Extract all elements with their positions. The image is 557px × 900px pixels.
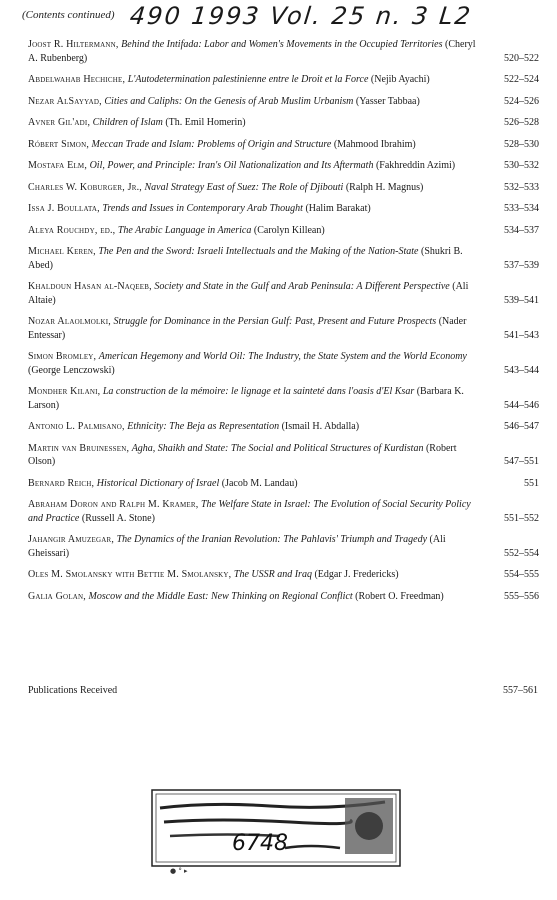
- entry-pages: 555–556: [504, 590, 539, 602]
- entry-pages: 520–522: [504, 52, 539, 64]
- entry-author: Abraham Doron and Ralph M. Kramer,: [28, 499, 199, 510]
- entry-reviewer: (Ismail H. Abdalla): [281, 421, 360, 432]
- contents-entry: [28, 73, 543, 87]
- entry-title: Struggle for Dominance in the Persian Gulf: Past, Present and Future Prospects: [113, 316, 437, 327]
- entry-pages: 546–547: [504, 421, 539, 432]
- entry-pages: 534–537: [504, 224, 539, 236]
- entry-reviewer: (Edgar J. Fredericks): [314, 569, 399, 580]
- entry-pages: 552–554: [504, 547, 539, 559]
- entry-title: The Pen and the Sword: Israeli Intellectuals and the Making of the Nation-State: [98, 246, 419, 257]
- publications-received-label: Publications Received: [28, 685, 118, 696]
- entry-reviewer: (Th. Emil Homerin): [165, 117, 246, 128]
- entry-title: Society and State in the Gulf and Arab Peninsula: A Different Perspective: [154, 281, 450, 292]
- entry-title: The USSR and Iraq: [233, 569, 312, 580]
- contents-entry: [28, 38, 543, 65]
- entry-reviewer: (Jacob M. Landau): [221, 477, 298, 489]
- contents-entry: [28, 350, 543, 377]
- entry-reviewer: (Shukri B. Abed): [28, 246, 463, 271]
- entry-title: The Welfare State in Israel: The Evolution of Social: [200, 499, 408, 510]
- svg-text:● ° ▸: ● ° ▸: [170, 867, 188, 875]
- library-stamp: [150, 778, 408, 878]
- contents-entry: [28, 568, 543, 582]
- entry-author: Mostafa Elm,: [28, 160, 88, 171]
- contents-entry: [28, 590, 543, 604]
- entry-author: Abdelwahab Hechiche,: [28, 74, 126, 85]
- entry-reviewer: (Robert Olson): [28, 442, 457, 467]
- entry-author: Nezar AlSayyad,: [28, 95, 102, 107]
- entry-author: Martin van Bruinessen,: [28, 442, 130, 454]
- entry-author: Avner Gil'adi,: [28, 117, 91, 128]
- contents-entry: [28, 245, 543, 272]
- entry-reviewer: (Russell A. Stone): [81, 512, 155, 524]
- entry-author: Issa J. Boullata,: [28, 203, 100, 214]
- entry-reviewer: (Nader Entessar): [28, 316, 467, 341]
- entry-title: Cities and Caliphs: On the Genesis of Arab Muslim Urbanism: [104, 95, 354, 107]
- entry-pages: 530–532: [504, 160, 539, 171]
- entry-title: Trends and Issues in Contemporary Arab Thought: [102, 203, 303, 214]
- entry-title-continued: Security Policy and Practice: [28, 499, 471, 524]
- entry-title: Naval Strategy East of Suez: The Role of Djibouti: [144, 181, 344, 193]
- entry-pages: 528–530: [504, 138, 539, 150]
- contents-entry: [28, 138, 543, 152]
- contents-entry: [28, 533, 543, 560]
- entry-author: Jahangir Amuzegar,: [28, 534, 115, 545]
- entry-pages: 554–555: [504, 569, 539, 580]
- contents-list: [28, 38, 543, 611]
- entry-title: Ethnicity: The Beja as Representation: [127, 421, 280, 432]
- entry-author: Oles M. Smolansky with Bettie M. Smolansky,: [28, 569, 232, 580]
- entry-pages: 533–534: [504, 203, 539, 214]
- entry-pages: 539–541: [504, 294, 539, 306]
- contents-entry: [28, 315, 543, 342]
- entry-pages: 537–539: [504, 259, 539, 271]
- entry-reviewer: (Fakhreddin Azimi): [375, 160, 456, 171]
- entry-author: Mondher Kilani,: [28, 386, 101, 397]
- entry-author: Antonio L. Palmisano,: [28, 421, 125, 432]
- handwritten-call-number: 490 1993 Vol. 25 n. 3 L2: [128, 2, 474, 30]
- entry-reviewer: (Yasser Tabbaa): [355, 95, 420, 107]
- entry-reviewer: (Carolyn Killean): [253, 224, 325, 236]
- entry-reviewer: (George Lenczowski): [28, 364, 115, 376]
- entry-reviewer: (Mahmood Ibrahim): [333, 138, 416, 150]
- contents-entry: [28, 181, 543, 195]
- contents-entry: [28, 385, 543, 412]
- entry-reviewer: (Cheryl A. Rubenberg): [28, 39, 476, 64]
- publications-received-pages: 557–561: [503, 685, 538, 696]
- contents-entry: [28, 116, 543, 130]
- entry-title: The Dynamics of the Iranian Revolution: The Pahlavis' Triumph and Tragedy: [116, 534, 428, 545]
- entry-title: American Hegemony and World Oil: The Industry, the State System and the: [98, 351, 401, 362]
- contents-entry: [28, 280, 543, 307]
- entry-title: Moscow and the Middle East: New Thinking on Regional Conflict: [88, 590, 353, 602]
- entry-author: Michael Keren,: [28, 246, 96, 257]
- entry-reviewer: (Ali Gheissari): [28, 534, 446, 559]
- entry-title: La construction de la mémoire: le lignage et la sainteté dans l'oasis d'El Ksar: [102, 386, 415, 397]
- publications-received-row: [28, 685, 538, 696]
- entry-pages: 543–544: [504, 364, 539, 376]
- entry-pages: 547–551: [504, 456, 539, 467]
- entry-reviewer: (Halim Barakat): [305, 203, 371, 214]
- entry-title-continued: Territories: [400, 39, 443, 50]
- entry-reviewer: (Ralph H. Magnus): [345, 181, 424, 193]
- entry-title: Children of Islam: [92, 117, 163, 128]
- entry-author: Joost R. Hiltermann,: [28, 39, 119, 50]
- entry-pages: 522–524: [504, 74, 539, 85]
- entry-pages: 524–526: [504, 95, 539, 107]
- entry-pages: 541–543: [504, 329, 539, 341]
- entry-reviewer: (Ali Altaie): [28, 281, 469, 306]
- contents-entry: [28, 442, 543, 469]
- entry-title: Behind the Intifada: Labor and Women's Movements in the Occupied: [121, 39, 398, 50]
- entry-pages: 544–546: [504, 399, 539, 411]
- entry-pages: 532–533: [504, 181, 539, 193]
- entry-title: L'Autodetermination palestinienne entre le Droit et la Force: [127, 74, 369, 85]
- entry-pages: 526–528: [504, 117, 539, 128]
- entry-pages: 551–552: [504, 512, 539, 524]
- entry-reviewer: (Barbara K. Larson): [28, 386, 464, 411]
- entry-author: Galia Golan,: [28, 590, 87, 602]
- stamp-handwritten-number: 6748: [232, 831, 288, 856]
- entry-author: Aleya Rouchdy, ed.,: [28, 224, 116, 236]
- entry-reviewer: (Robert O. Freedman): [355, 590, 444, 602]
- entry-title: Oil, Power, and Principle: Iran's Oil Nationalization and Its Aftermath: [89, 160, 374, 171]
- contents-entry: [28, 95, 543, 109]
- entry-reviewer: (Nejib Ayachi): [370, 74, 430, 85]
- entry-pages: 551: [524, 477, 539, 489]
- contents-entry: [28, 477, 543, 491]
- contents-continued-label: (Contents continued): [22, 9, 115, 21]
- entry-title: Historical Dictionary of Israel: [96, 477, 220, 489]
- entry-author: Róbert Simon,: [28, 138, 90, 150]
- contents-entry: [28, 159, 543, 173]
- entry-author: Charles W. Koburger, Jr.,: [28, 181, 142, 193]
- entry-author: Nozar Alaolmolki,: [28, 316, 111, 327]
- entry-title: Agha, Shaikh and State: The Social and Political Structures of Kurdistan: [131, 442, 424, 454]
- contents-entry: [28, 498, 543, 525]
- entry-title: The Arabic Language in America: [117, 224, 252, 236]
- contents-entry: [28, 420, 543, 434]
- entry-author: Simon Bromley,: [28, 351, 97, 362]
- contents-entry: [28, 202, 543, 216]
- entry-title-continued: World Economy: [403, 351, 467, 362]
- entry-author: Khaldoun Hasan al-Naqeeb,: [28, 281, 152, 292]
- entry-author: Bernard Reich,: [28, 477, 95, 489]
- contents-entry: [28, 224, 543, 238]
- entry-title: Meccan Trade and Islam: Problems of Origin and Structure: [91, 138, 332, 150]
